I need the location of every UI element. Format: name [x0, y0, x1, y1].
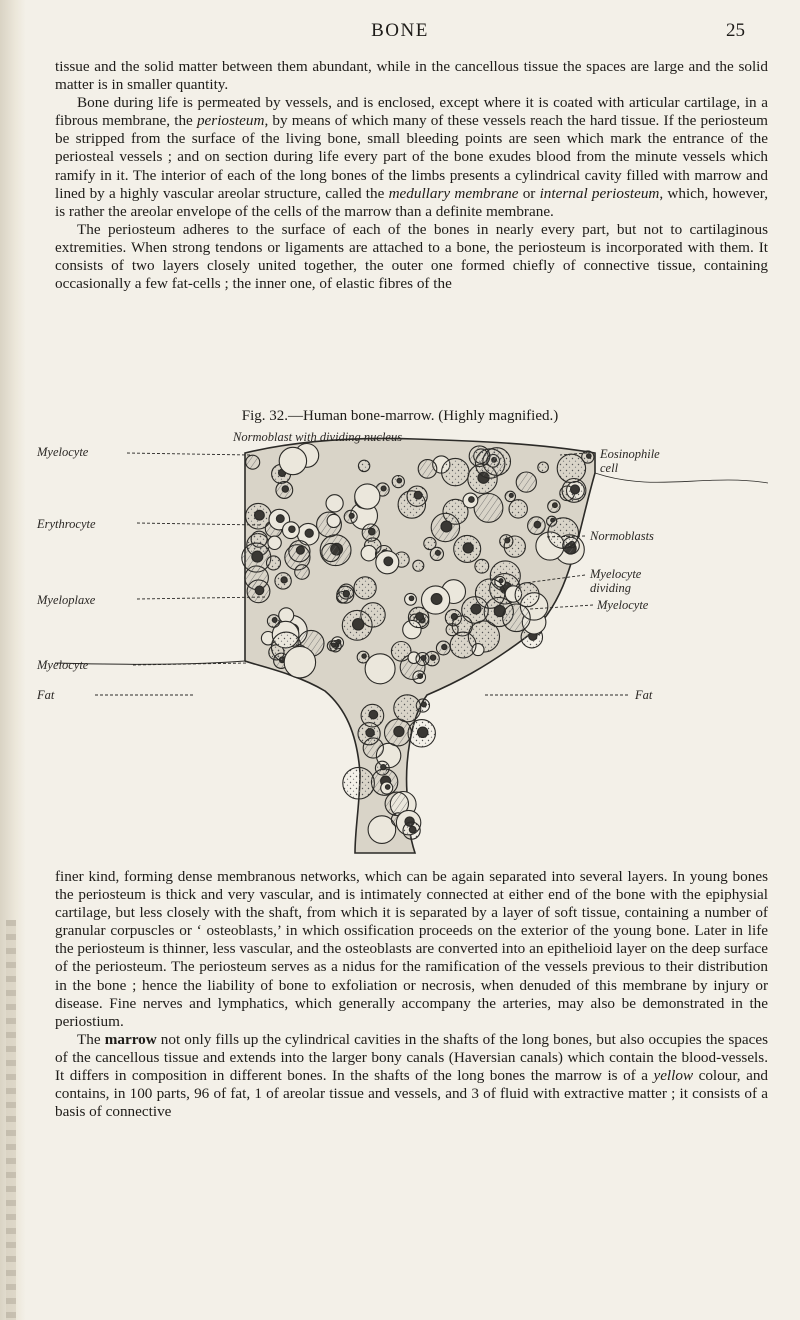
- figure-bone-marrow: [37, 430, 768, 858]
- marrow-cell: [450, 632, 476, 658]
- cell-nucleus: [255, 586, 264, 595]
- cell-nucleus: [409, 826, 416, 833]
- marrow-cell: [355, 484, 380, 509]
- marrow-cell: [475, 579, 504, 608]
- cell-nucleus: [469, 497, 475, 503]
- marrow-cell: [279, 608, 294, 623]
- text-run: Bone during life is permeated by vessels, and is enclosed, except where it is coated with articular cartilage, in a fibrous membrane, the: [55, 94, 768, 130]
- marrow-cell: [515, 583, 539, 607]
- label-eosinophile-cell: Eosinophile cell: [600, 447, 660, 475]
- cell-nucleus: [369, 710, 378, 719]
- marrow-cell: [475, 559, 489, 573]
- cell-nucleus: [385, 785, 390, 790]
- marrow-cell: [268, 536, 281, 549]
- cell-nucleus: [471, 604, 481, 614]
- cell-nucleus: [289, 526, 295, 532]
- cell-nucleus: [430, 655, 435, 660]
- binding-edge: [6, 920, 16, 1320]
- cell-nucleus: [463, 543, 473, 553]
- cell-nucleus: [305, 529, 313, 537]
- italic-term: yellow: [653, 1067, 694, 1085]
- cell-nucleus: [397, 478, 402, 483]
- cell-nucleus: [332, 643, 336, 647]
- marrow-cell: [267, 556, 281, 570]
- marrow-cell: [442, 458, 469, 485]
- text-run: or: [518, 184, 540, 202]
- cell-nucleus: [369, 528, 376, 535]
- cell-nucleus: [435, 550, 440, 555]
- marrow-cell: [361, 546, 376, 561]
- paragraph: [55, 221, 768, 293]
- marrow-cell: [365, 654, 395, 684]
- label-fat-right: Fat: [635, 688, 653, 702]
- cell-nucleus: [362, 654, 366, 658]
- label-myelocyte-lower-left: Myelocyte: [37, 658, 89, 672]
- paragraph: [55, 58, 768, 94]
- marrow-cell: [327, 514, 340, 527]
- marrow-cell: [394, 695, 421, 722]
- cell-nucleus: [441, 521, 452, 532]
- label-fat-left: Fat: [37, 688, 55, 702]
- cell-nucleus: [418, 727, 428, 737]
- cell-nucleus: [281, 577, 287, 583]
- text-run: tissue and the solid matter between them abundant, while in the cancellous tissue the spaces are large and the solid matter is in smaller quantity.: [55, 58, 768, 94]
- marrow-cell: [474, 494, 503, 523]
- paragraph: [55, 94, 768, 221]
- marrow-cell: [361, 603, 385, 627]
- cell-nucleus: [421, 702, 426, 707]
- page-number: 25: [726, 20, 745, 41]
- cell-nucleus: [421, 656, 426, 661]
- cell-nucleus: [587, 454, 592, 459]
- marrow-cell: [279, 447, 306, 474]
- text-run: colour, and contains, in 100 parts, 96 of fat, 1 of areolar tissue and vessels, and 3 of fluid with extractive matter ; it consists of a basis of connective: [55, 1067, 769, 1121]
- marrow-cell: [548, 518, 579, 549]
- figure-caption: Fig. 32.—Human bone-marrow. (Highly magnified.): [241, 408, 559, 424]
- label-myelocyte-top-left: Myelocyte: [37, 445, 89, 459]
- cell-nucleus: [381, 765, 386, 770]
- paragraph: [55, 868, 768, 1031]
- text-run: The periosteum adheres to the surface of each of the bones in nearly every part, but not to cartilaginous extremities. When strong tendons or ligaments are attached to a bone, the periosteum is incorporated with them. It consists of two layers closely united together, the outer one formed chiefly of connective tissue, containing occasionally a few fat-cells ; the inner one, of elastic fibres of the: [55, 220, 768, 293]
- marrow-cell: [509, 500, 527, 518]
- body-text-top: [55, 58, 768, 293]
- italic-term: internal periosteum: [539, 184, 660, 202]
- running-head: [0, 20, 800, 50]
- italic-term: periosteum: [196, 112, 265, 130]
- cell-nucleus: [394, 726, 404, 736]
- cell-nucleus: [409, 596, 414, 601]
- marrow-cell: [246, 455, 260, 469]
- cell-nucleus: [349, 513, 354, 518]
- label-normoblast-dividing: Normoblast with dividing nucleus: [233, 430, 403, 444]
- label-myeloplaxe: Myeloplaxe: [37, 593, 96, 607]
- cell-nucleus: [343, 591, 349, 597]
- marrow-cell: [418, 460, 437, 479]
- marrow-cell: [413, 560, 424, 571]
- cell-nucleus: [442, 644, 447, 649]
- marrow-cell: [354, 577, 376, 599]
- text-run: , which, however, is rather the areolar envelope of the cells of the marrow than a definite membrane.: [55, 184, 769, 220]
- cell-nucleus: [534, 521, 541, 528]
- marrow-cell: [284, 647, 315, 678]
- cell-nucleus: [414, 491, 422, 499]
- text-run: finer kind, forming dense membranous networks, which can be again separated into several layers. In young bones the periosteum is thick and very vascular, and is intimately connected at either end of the bone with the epiphysial cartilage, but less closely with the shaft, from which it is separated by a layer of soft tissue, containing a number of granular corpuscles or ‘ osteoblasts,’ in which ossification proceeds on the exterior of the young bone. Later in life the periosteum is thinner, less vascular, and the osteoblasts are converted into an epithelioid layer on the deep surface of the periosteum. The periosteum serves as a nidus for the ramification of the vessels previous to their distribution in the bone ; hence the liability of bone to exfoliation or necrosis, when denuded of this membrane by injury or disease. Fine nerves and lymphatics, which generally accompany the arteries, may also be demonstrated in the periostium.: [55, 868, 768, 1030]
- cell-nucleus: [252, 551, 263, 562]
- bold-term: marrow: [104, 1030, 157, 1048]
- text-run: not only fills up the cylindrical cavities in the shafts of the long bones, but also occupies the spaces of the cancellous tissue and extends into the larger bony canals (Haversian canals) which contain the blood-vessels. It differs in composition in different bones. In the shafts of the long bones the marrow is of a: [55, 1030, 768, 1085]
- paragraph: [55, 1031, 768, 1121]
- cell-nucleus: [381, 486, 386, 491]
- label-normoblasts: Normoblasts: [590, 529, 654, 543]
- body-text-bottom: [55, 868, 768, 1121]
- cell-nucleus: [431, 594, 442, 605]
- cell-nucleus: [296, 546, 304, 554]
- running-title: BONE: [371, 20, 429, 41]
- cell-nucleus: [509, 493, 513, 497]
- cell-nucleus: [276, 515, 284, 523]
- italic-term: medullary membrane: [388, 184, 519, 202]
- cell-nucleus: [272, 618, 277, 623]
- cell-nucleus: [366, 729, 374, 737]
- marrow-cell: [358, 460, 369, 471]
- marrow-cell: [483, 448, 511, 476]
- cell-nucleus: [553, 503, 558, 508]
- label-myelocyte-right: Myelocyte: [597, 598, 649, 612]
- marrow-cell: [343, 767, 375, 799]
- label-myelocyte-dividing: Myelocyte dividing: [590, 567, 642, 595]
- cell-nucleus: [282, 486, 288, 492]
- marrow-cell: [538, 462, 549, 473]
- marrow-cell: [326, 495, 343, 512]
- marrow-cell: [322, 543, 340, 561]
- cell-nucleus: [384, 557, 393, 566]
- marrow-cell: [516, 472, 536, 492]
- label-erythrocyte: Erythrocyte: [37, 517, 96, 531]
- bone-marrow-illustration: [55, 433, 768, 858]
- text-run: The: [77, 1030, 105, 1048]
- cell-nucleus: [416, 613, 424, 621]
- cell-nucleus: [255, 510, 265, 520]
- text-run: , by means of which many of these vessels reach the hard tissue. If the periosteum be stripped from the surface of the living bone, small bleeding points are seen which mark the entrance of the periosteal vessels ; and on section during life every part of the bone exudes blood from the minute vessels which ramify in it. The interior of each of the long bones of the limbs presents a cylindrical cavity filled with marrow and lined by a highly vascular areolar structure, called the: [55, 112, 768, 202]
- cell-nucleus: [571, 485, 580, 494]
- cell-nucleus: [505, 538, 510, 543]
- marrow-cell: [295, 565, 310, 580]
- marrow-cell: [503, 604, 531, 632]
